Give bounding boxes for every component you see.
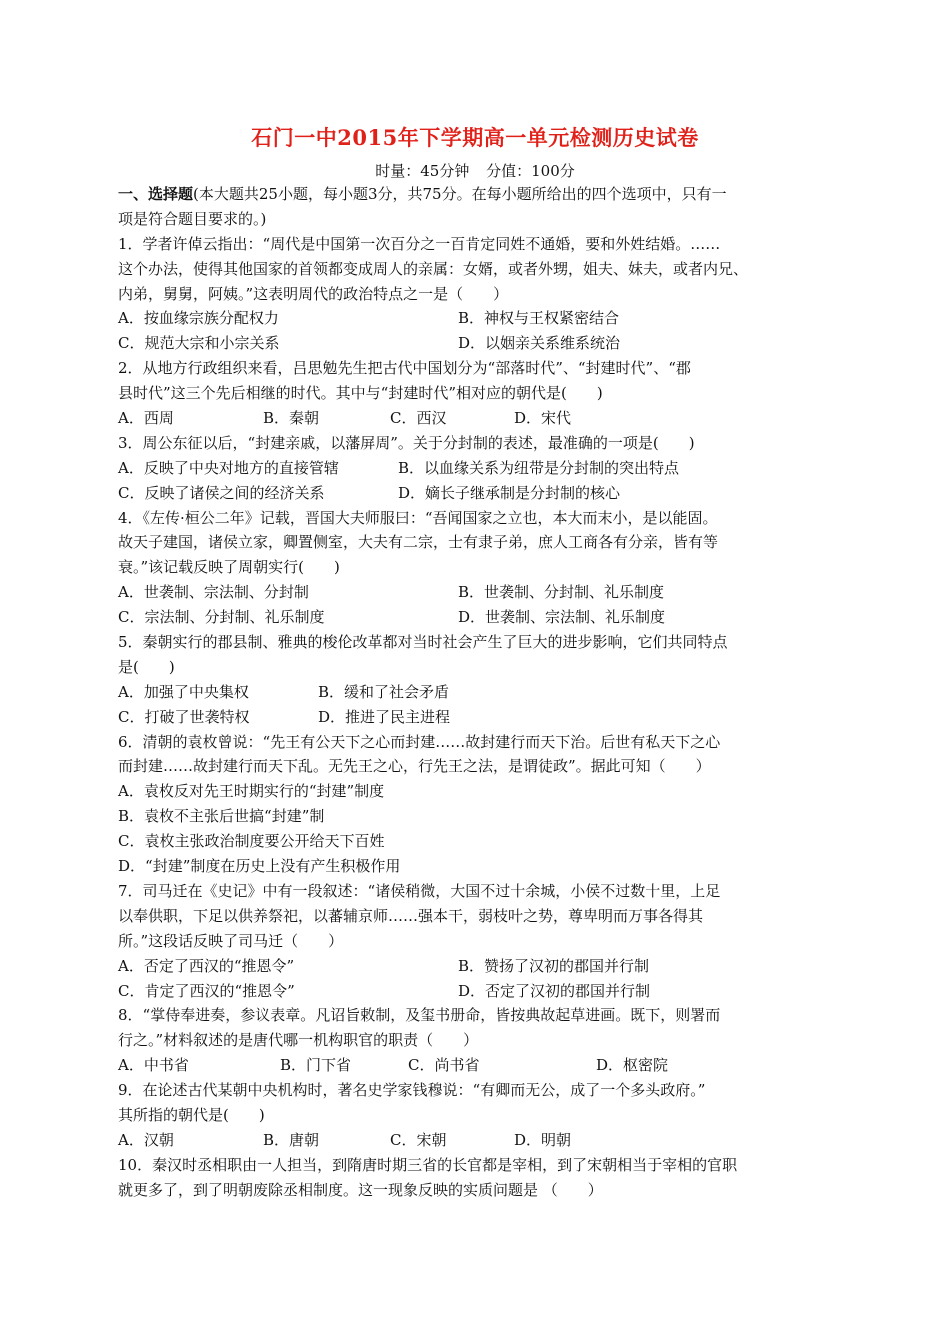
option-row (118, 406, 838, 431)
option-row (118, 680, 838, 705)
answer-option[interactable]: D．以姻亲关系维系统治 (458, 334, 621, 353)
answer-option[interactable]: A．西周 (118, 409, 174, 428)
option-row (118, 1128, 838, 1153)
answer-option[interactable]: C．宗法制、分封制、礼乐制度 (118, 608, 325, 627)
question-stem-line: 行之。”材料叙述的是唐代哪一机构职官的职责（ ） (118, 1031, 479, 1050)
answer-option[interactable]: D．嫡长子继承制是分封制的核心 (398, 483, 621, 502)
question-item (118, 630, 838, 730)
option-row (118, 605, 838, 630)
option-row (118, 306, 838, 331)
option-row (118, 1053, 838, 1078)
question-stem-line: 是( ) (118, 657, 175, 676)
question-stem-line: 故天子建国，诸侯立家，卿置侧室，大夫有二宗，士有隶子弟，庶人工商各有分亲，皆有等 (118, 533, 719, 552)
answer-option[interactable]: D．枢密院 (596, 1056, 669, 1075)
answer-option[interactable]: D．宋代 (514, 409, 572, 428)
option-row (118, 979, 838, 1004)
option-row (118, 580, 838, 605)
question-stem-line: 内弟，舅舅，阿姨。”这表明周代的政治特点之一是（ ） (118, 284, 509, 303)
option-row (118, 854, 838, 879)
question-stem-line: 2．从地方行政组织来看，吕思勉先生把古代中国划分为“部落时代”、“封建时代”、“郡 (118, 359, 691, 378)
exam-title: 石门一中2015年下学期高一单元检测历史试卷 (251, 125, 699, 150)
answer-option[interactable]: A．中书省 (118, 1056, 189, 1075)
answer-option[interactable]: B．世袭制、分封制、礼乐制度 (458, 583, 665, 602)
question-stem-line: 以奉供职，下足以供养祭祀，以蕃辅京师……强本干，弱枝叶之势，尊卑明而万事各得其 (118, 906, 704, 925)
question-stem-line: 7．司马迁在《史记》中有一段叙述：“诸侯稍微，大国不过十余城，小侯不过数十里，上足 (118, 881, 721, 900)
answer-option[interactable]: A．否定了西汉的“推恩令” (118, 956, 295, 975)
answer-option[interactable]: D．否定了汉初的郡国并行制 (458, 981, 651, 1000)
answer-option[interactable]: A．按血缘宗族分配权力 (118, 309, 279, 328)
answer-option[interactable]: C．尚书省 (408, 1056, 480, 1075)
answer-option[interactable]: A．世袭制、宗法制、分封制 (118, 583, 309, 602)
section-instruction: (本大题共25小题，每小题3分，共75分。在每小题所给出的四个选项中，只有一 (193, 185, 727, 203)
answer-option[interactable]: C．宋朝 (390, 1130, 447, 1149)
section-heading: 一、选择题 (118, 185, 194, 203)
option-row (118, 804, 838, 829)
exam-body (118, 182, 838, 1203)
question-stem-line: 5．秦朝实行的郡县制、雅典的梭伦改革都对当时社会产生了巨大的进步影响，它们共同特点 (118, 633, 728, 652)
question-stem-line: 就更多了，到了明朝废除丞相制度。这一现象反映的实质问题是 （ ） (118, 1180, 603, 1199)
question-item (118, 1003, 838, 1078)
question-item (118, 232, 838, 356)
question-stem-line: 4．《左传·桓公二年》记载，晋国大夫师服曰：“吾闻国家之立也，本大而末小，是以能固。 (118, 508, 718, 527)
answer-option[interactable]: B．唐朝 (263, 1130, 320, 1149)
answer-option[interactable]: C．规范大宗和小宗关系 (118, 334, 280, 353)
question-stem-line: 10．秦汉时丞相职由一人担当，到隋唐时期三省的长官都是宰相，到了宋朝相当于宰相的官职 (118, 1155, 738, 1174)
exam-meta (0, 160, 950, 181)
question-item (118, 1153, 838, 1203)
answer-option[interactable]: A．反映了中央对地方的直接管辖 (118, 458, 339, 477)
answer-option[interactable]: D．“封建”制度在历史上没有产生积极作用 (118, 857, 401, 876)
answer-option[interactable]: B．以血缘关系为纽带是分封制的突出特点 (398, 458, 680, 477)
question-item (118, 356, 838, 431)
answer-option[interactable]: D．推进了民主进程 (318, 707, 451, 726)
answer-option[interactable]: C．袁枚主张政治制度要公开给天下百姓 (118, 832, 385, 851)
question-stem-line: 8．“掌侍奉进奏，参议表章。凡诏旨敕制，及玺书册命，皆按典故起草进画。既下，则署而 (118, 1006, 721, 1025)
answer-option[interactable]: B．袁枚不主张后世搞“封建”制 (118, 807, 325, 826)
question-stem-line: 其所指的朝代是( ) (118, 1105, 265, 1124)
question-stem-line: 而封建……故封建行而天下乱。无先王之心，行先王之法，是谓徒政”。据此可知（ ） (118, 757, 711, 776)
answer-option[interactable]: D．明朝 (514, 1130, 572, 1149)
answer-option[interactable]: B．神权与王权紧密结合 (458, 309, 620, 328)
question-item (118, 431, 838, 506)
option-row (118, 705, 838, 730)
question-stem-line: 所。”这段话反映了司马迁（ ） (118, 931, 344, 950)
answer-option[interactable]: A．袁枚反对先王时期实行的“封建”制度 (118, 782, 385, 801)
answer-option[interactable]: C．反映了诸侯之间的经济关系 (118, 483, 325, 502)
answer-option[interactable]: D．世袭制、宗法制、礼乐制度 (458, 608, 666, 627)
answer-option[interactable]: C．肯定了西汉的“推恩令” (118, 981, 295, 1000)
section-instruction-cont: 项是符合题目要求的。) (118, 209, 267, 228)
question-stem-line: 1．学者许倬云指出：“周代是中国第一次百分之一百肯定同姓不通婚，要和外姓结婚。…… (118, 234, 721, 253)
answer-option[interactable]: C．打破了世袭特权 (118, 707, 250, 726)
answer-option[interactable]: B．秦朝 (263, 409, 320, 428)
total-score: 分值：100分 (486, 162, 575, 180)
question-stem-line: 3．周公东征以后，“封建亲戚，以藩屏周”。关于分封制的表述，最准确的一项是( ) (118, 433, 695, 452)
question-stem-line: 这个办法，使得其他国家的首领都变成周人的亲属：女婿，或者外甥，姐夫、妹夫，或者内兄、 (118, 259, 749, 278)
answer-option[interactable]: B．门下省 (280, 1056, 352, 1075)
option-row (118, 779, 838, 804)
answer-option[interactable]: C．西汉 (390, 409, 447, 428)
answer-option[interactable]: A．汉朝 (118, 1130, 174, 1149)
question-stem-line: 9．在论述古代某朝中央机构时，著名史学家钱穆说：“有卿而无公，成了一个多头政府。” (118, 1081, 706, 1100)
option-row (118, 456, 838, 481)
option-row (118, 829, 838, 854)
question-stem-line: 衰。”该记载反映了周朝实行( ) (118, 558, 340, 577)
answer-option[interactable]: B．赞扬了汉初的郡国并行制 (458, 956, 650, 975)
answer-option[interactable]: B．缓和了社会矛盾 (318, 682, 450, 701)
question-stem-line: 县时代”这三个先后相继的时代。其中与“封建时代”相对应的朝代是( ) (118, 384, 603, 403)
question-item (118, 506, 838, 630)
section-header (118, 182, 838, 207)
question-item (118, 730, 838, 879)
option-row (118, 954, 838, 979)
option-row (118, 331, 838, 356)
option-row (118, 481, 838, 506)
time-limit: 时量：45分钟 (375, 162, 470, 180)
answer-option[interactable]: A．加强了中央集权 (118, 682, 249, 701)
question-stem-line: 6．清朝的袁枚曾说：“先王有公天下之心而封建……故封建行而天下治。后世有私天下之心 (118, 732, 721, 751)
question-item (118, 1078, 838, 1153)
question-item (118, 879, 838, 1003)
question-list (118, 232, 838, 1203)
